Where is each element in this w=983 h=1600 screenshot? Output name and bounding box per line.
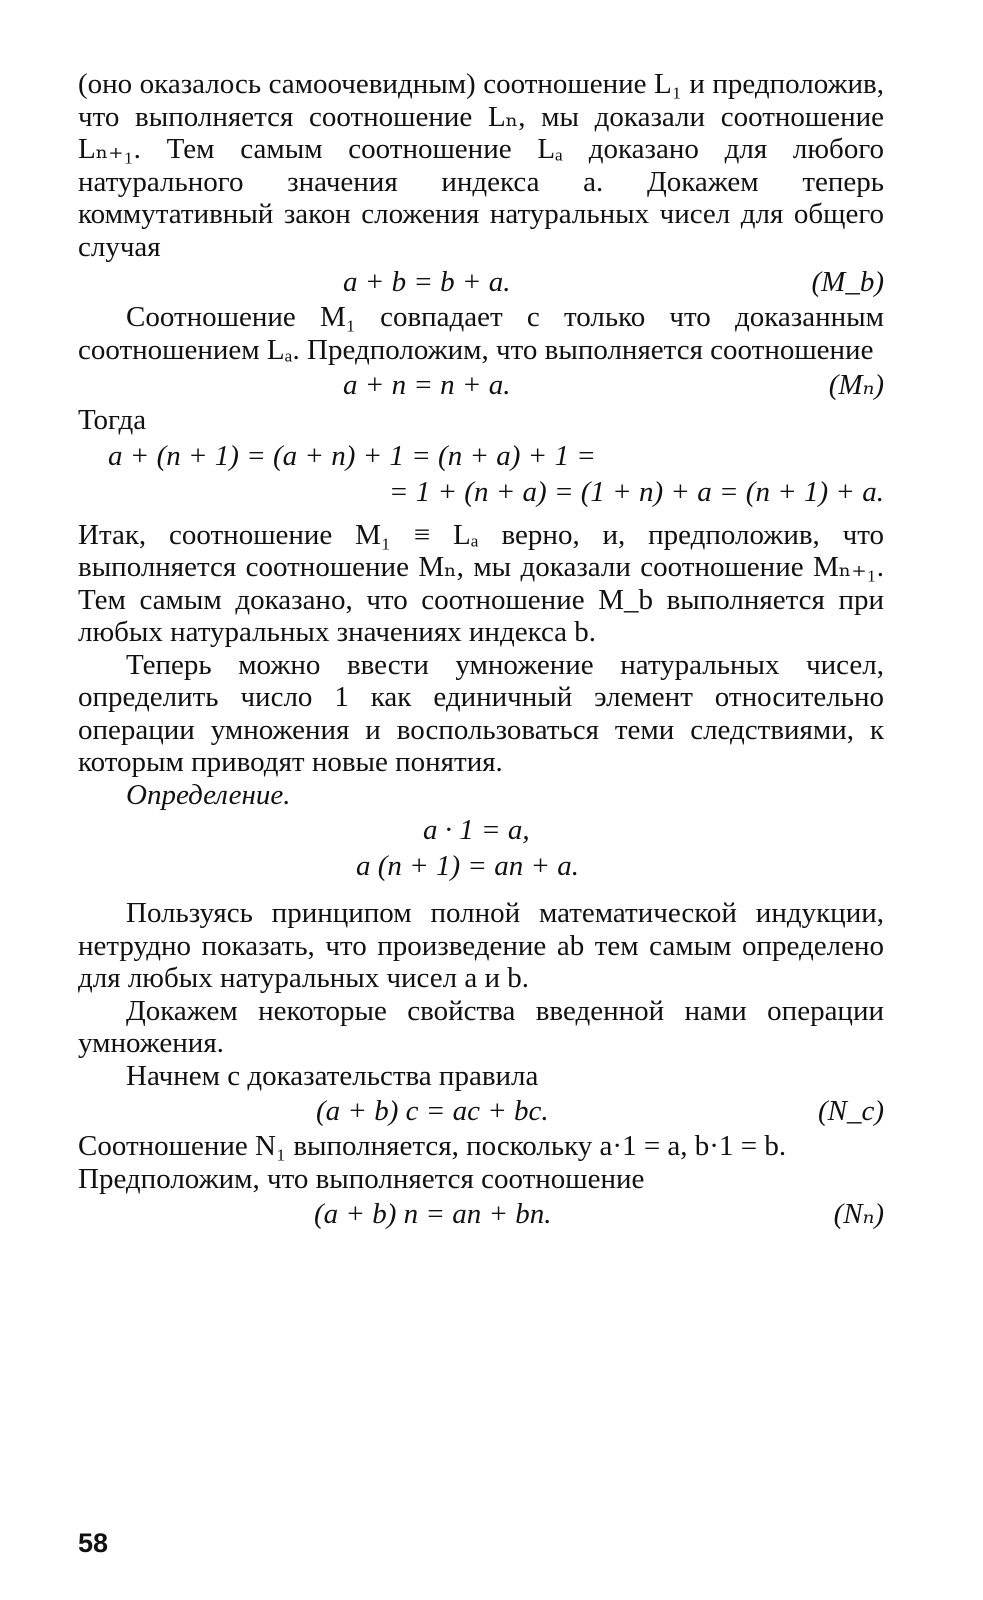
equation-mn-tag: (Mₙ): [828, 369, 884, 401]
equation-long-1: [78, 439, 884, 473]
paragraph-10: Предположим, что выполняется соотношение: [78, 1162, 645, 1195]
equation-mb-tag: (M_b): [811, 266, 884, 298]
equation-nc-tag: (N_c): [817, 1095, 884, 1127]
equation-def-2-formula: a (n + 1) = an + a.: [356, 850, 580, 882]
page-number: 58: [78, 1528, 109, 1558]
paragraph-1: (оно оказалось самоочевидным) соотношение L₁ и предположив, что выполняется соотношение Lₙ, мы доказали соотношение Lₙ₊₁. Тем самым соотношение Lₐ доказано для любого натурального значения индекса a. Докажем теперь коммутативный закон сложения натуральных чисел для общего случая: [78, 68, 884, 263]
equation-def-1: [78, 813, 884, 847]
equation-long-1-formula: a + (n + 1) = (a + n) + 1 = (n + a) + 1 =: [108, 439, 596, 472]
equation-mb: [78, 265, 884, 299]
paragraph-2: Соотношение M₁ совпадает с только что доказанным соотношением Lₐ. Предположим, что выполняется соотношение: [78, 301, 884, 366]
equation-nn: [78, 1197, 884, 1231]
paragraph-8: Начнем с доказательства правила: [126, 1059, 539, 1092]
equation-long-2: [78, 475, 884, 509]
equation-nc: [78, 1094, 884, 1128]
equation-nn-tag: (Nₙ): [833, 1198, 884, 1230]
equation-nn-formula: (a + b) n = an + bn.: [314, 1198, 552, 1230]
equation-mb-formula: a + b = b + a.: [343, 266, 511, 298]
paragraph-5: Теперь можно ввести умножение натуральных чисел, определить число 1 как единичный элемент относительно операции умножения и воспользоваться теми следствиями, к которым приводят новые понятия.: [78, 648, 884, 778]
text-column: [78, 68, 884, 1233]
paragraph-4: Итак, соотношение M₁ ≡ Lₐ верно, и, предположив, что выполняется соотношение Mₙ, мы доказали соотношение Mₙ₊₁. Тем самым доказано, что соотношение M_b выполняется при любых натуральных значениях индекса b.: [78, 518, 884, 648]
equation-long-2-formula: = 1 + (n + a) = (1 + n) + a = (n + 1) + a.: [388, 475, 884, 508]
paragraph-6: Пользуясь принципом полной математической индукции, нетрудно показать, что произведение ab тем самым определено для любых натуральных чисел a и b.: [78, 897, 884, 994]
equation-nc-formula: (a + b) c = ac + bc.: [316, 1095, 549, 1127]
paragraph-9: Соотношение N₁ выполняется, поскольку a·1 = a, b·1 = b.: [78, 1130, 787, 1162]
equation-mn: [78, 368, 884, 402]
equation-def-1-formula: a · 1 = a,: [423, 814, 530, 846]
paragraph-3: Тогда: [78, 404, 147, 436]
definition-label: Определение.: [126, 778, 291, 811]
equation-mn-formula: a + n = n + a.: [343, 369, 511, 401]
equation-def-2: [78, 849, 884, 883]
paragraph-7: Докажем некоторые свойства введенной нами операции умножения.: [78, 994, 884, 1059]
